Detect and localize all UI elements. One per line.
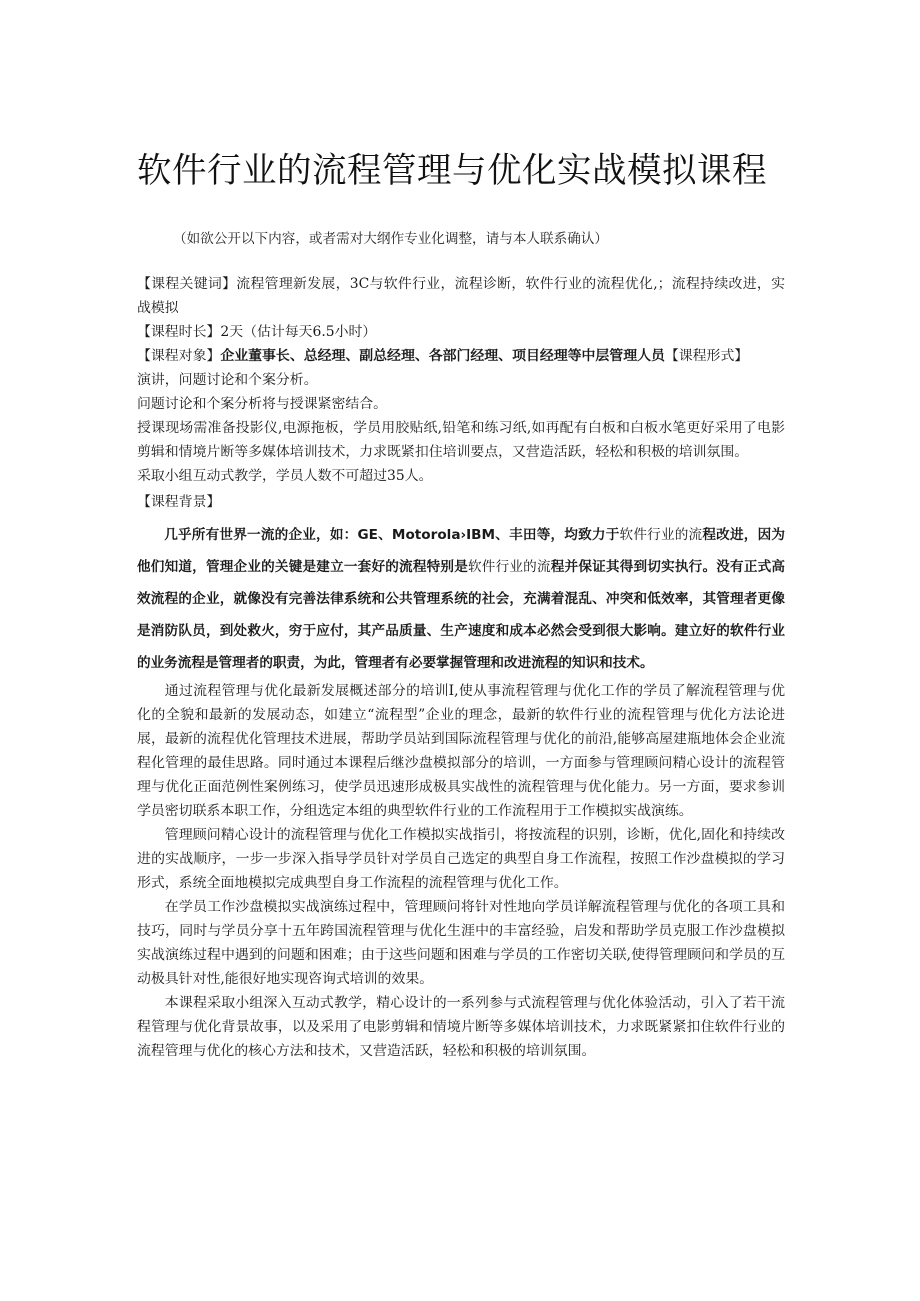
format-line-1: 演讲，问题讨论和个案分析。 xyxy=(137,372,318,388)
audience-line xyxy=(137,344,785,368)
background-label: 【课程背景】 xyxy=(137,494,221,510)
format-line-4: 采取小组互动式教学，学员人数不可超过35人。 xyxy=(137,468,433,484)
format-line-3: 授课现场需准备投影仪,电源拖板，学员用胶贴纸,铅笔和练习纸,如再配有白板和白板水笔更好采用了电影剪辑和情境片断等多媒体培训技术，力求既紧扣住培训要点，又营造活跃，轻松和积极的培训氛围。 xyxy=(137,420,785,460)
document-body xyxy=(137,272,785,1063)
background-seg-2: 软件行业的流 xyxy=(619,527,703,543)
duration-line xyxy=(137,320,785,344)
background-seg-1: 几乎所有世界一流的企业，如：GE、Motorola›IBM、丰田等，均致力于 xyxy=(164,527,620,543)
background-paragraph xyxy=(137,519,785,679)
duration-label: 【课程时长】 xyxy=(137,324,221,340)
background-seg-3: 程改进，因为他们知道，管理企业的关键是建立一套好的流程特别是 xyxy=(137,527,785,575)
audience-text: 企业董事长、总经理、副总经理、各部门经理、项目经理等中层管理人员 xyxy=(220,348,665,364)
background-seg-5: 程并保证其得到切实执行。没有正式高效流程的企业，就像没有完善法律系统和公共管理系统的社会，充满着混乱、冲突和低效率，其管理者更像是消防队员，到处救火，穷于应付，其产品质量、生产速度和成本必然会受到很大影响。建立好的软件行业的业务流程是管理者的职责，为此，管理者有必要掌握管理和改进流程的知识和技术。 xyxy=(137,559,786,671)
body-paragraph-1: 通过流程管理与优化最新发展概述部分的培训I,使从事流程管理与优化工作的学员了解流程管理与优化的全貌和最新的发展动态，如建立“流程型”企业的理念，最新的软件行业的流程管理与优化方法论进展，最新的流程优化管理技术进展，帮助学员站到国际流程管理与优化的前沿,能够高屋建瓶地体会企业流程化管理的最佳思路。同时通过本课程后继沙盘模拟部分的培训，一方面参与管理顾问精心设计的流程管理与优化正面范例性案例练习，使学员迅速形成极具实战性的流程管理与优化能力。另一方面，要求参训学员密切联系本职工作，分组选定本组的典型软件行业的工作流程用于工作模拟实战演练。 xyxy=(137,683,785,819)
format-label: 【课程形式】 xyxy=(664,348,749,364)
format-line-2: 问题讨论和个案分析将与授课紧密结合。 xyxy=(137,396,388,412)
keywords-text: 流程管理新发展，3C与软件行业，流程诊断，软件行业的流程优化,；流程持续改进，实战模拟 xyxy=(137,276,785,316)
keywords-label: 【课程关键词】 xyxy=(137,276,237,292)
page-title: 软件行业的流程管理与优化实战模拟课程 xyxy=(137,151,767,191)
body-paragraph-2: 管理顾问精心设计的流程管理与优化工作模拟实战指引，将按流程的识别，诊断，优化,固化和持续改进的实战顺序，一步一步深入指导学员针对学员自己选定的典型自身工作流程，按照工作沙盘模拟的学习形式，系统全面地模拟完成典型自身工作流程的流程管理与优化工作。 xyxy=(137,827,785,891)
audience-label: 【课程对象】 xyxy=(137,348,221,364)
duration-text: 2天（估计每天6.5小时） xyxy=(220,324,377,340)
disclaimer-note: （如欲公开以下内容，或者需对大纲作专业化调整，请与本人联系确认） xyxy=(173,231,608,247)
body-paragraph-3: 在学员工作沙盘模拟实战演练过程中，管理顾问将针对性地向学员详解流程管理与优化的各项工具和技巧，同时与学员分享十五年跨国流程管理与优化生涯中的丰富经验，启发和帮助学员克服工作沙盘模拟实战演练过程中遇到的问题和困难；由于这些问题和困难与学员的工作密切关联,使得管理顾问和学员的互动极具针对性,能很好地实现咨询式培训的效果。 xyxy=(137,899,785,987)
background-seg-4: 软件行业的流 xyxy=(468,559,551,575)
keywords-line xyxy=(137,272,785,320)
body-paragraph-4: 本课程采取小组深入互动式教学，精心设计的一系列参与式流程管理与优化体验活动，引入了若干流程管理与优化背景故事，以及采用了电影剪辑和情境片断等多媒体培训技术，力求既紧紧扣住软件行业的流程管理与优化的核心方法和技术，又营造活跃，轻松和积极的培训氛围。 xyxy=(137,995,785,1059)
